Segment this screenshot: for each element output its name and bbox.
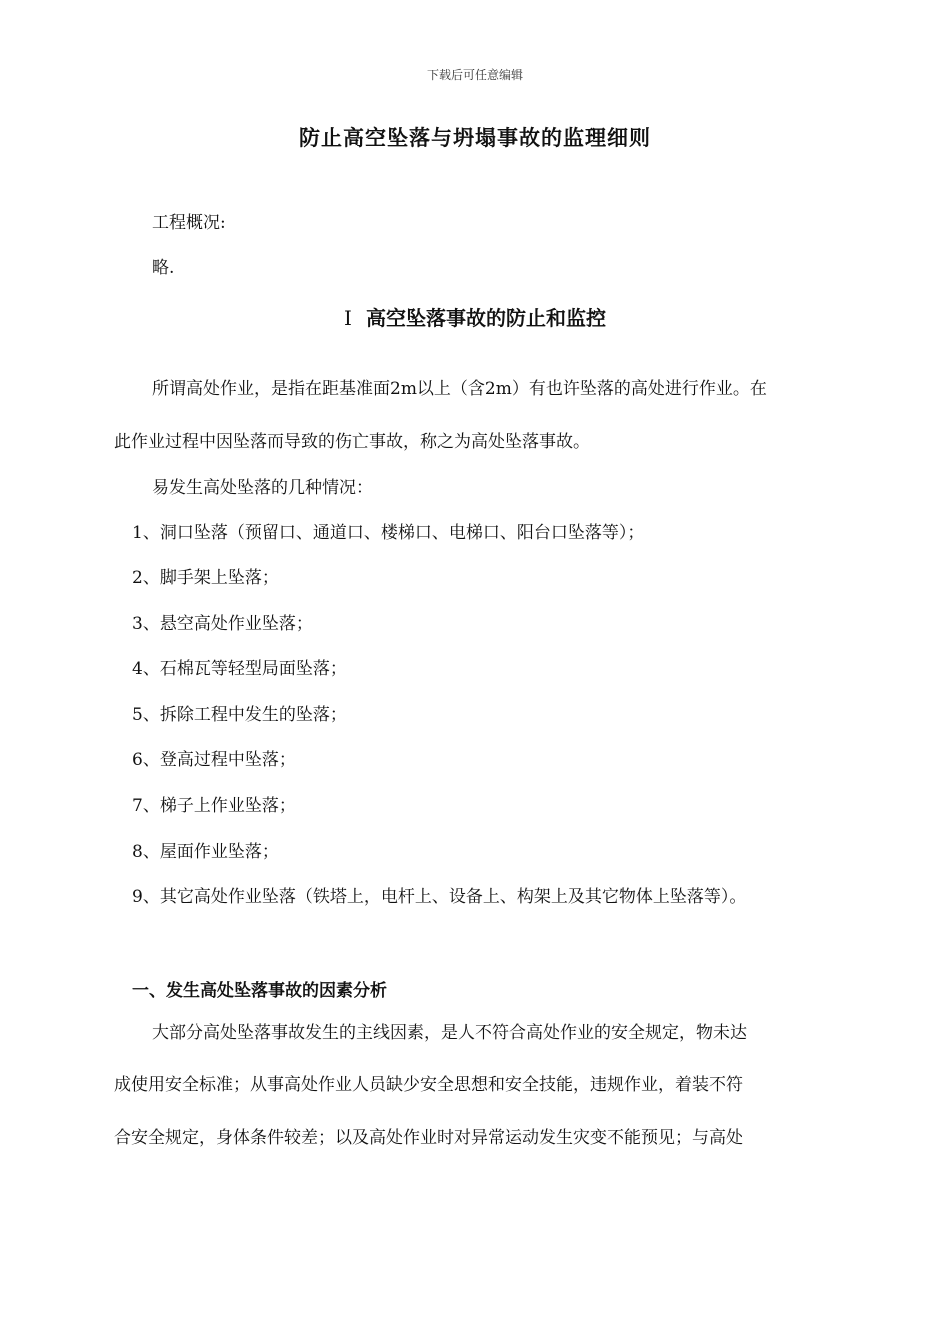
section-heading <box>0 302 950 331</box>
list-item: 8、屋面作业坠落； <box>132 842 279 862</box>
section-number: Ⅰ <box>344 306 352 330</box>
list-item: 9、其它高处作业坠落（铁塔上，电杆上、设备上、构架上及其它物体上坠落等）。 <box>132 887 747 907</box>
list-item: 1、洞口坠落（预留口、通道口、楼梯口、电梯口、阳台口坠落等）； <box>132 523 645 543</box>
definition-line-2: 此作业过程中因坠落而导致的伤亡事故，称之为高处坠落事故。 <box>114 432 590 452</box>
subsection-heading: 一、发生高处坠落事故的因素分析 <box>132 981 387 1001</box>
document-title: 防止高空坠落与坍塌事故的监理细则 <box>299 126 651 150</box>
list-item: 7、梯子上作业坠落； <box>132 796 296 816</box>
analysis-line-3: 合安全规定，身体条件较差；以及高处作业时对异常运动发生灾变不能预见；与高处 <box>114 1128 743 1148</box>
analysis-line-1: 大部分高处坠落事故发生的主线因素，是人不符合高处作业的安全规定，物未达 <box>152 1023 747 1043</box>
header-note: 下载后可任意编辑 <box>426 68 523 82</box>
overview-content: 略. <box>152 258 175 278</box>
situations-intro: 易发生高处坠落的几种情况： <box>152 478 373 498</box>
analysis-line-2: 成使用安全标准；从事高处作业人员缺少安全思想和安全技能，违规作业，着装不符 <box>114 1075 743 1095</box>
overview-label: 工程概况: <box>152 213 226 233</box>
list-item: 2、脚手架上坠落； <box>132 568 279 588</box>
definition-line-1: 所谓高处作业，是指在距基准面2m以上（含2m）有也许坠落的高处进行作业。在 <box>152 379 767 399</box>
list-item: 6、登高过程中坠落； <box>132 750 296 770</box>
list-item: 5、拆除工程中发生的坠落； <box>132 705 347 725</box>
section-title-text: 高空坠落事故的防止和监控 <box>365 306 606 330</box>
list-item: 3、悬空高处作业坠落； <box>132 614 313 634</box>
list-item: 4、石棉瓦等轻型局面坠落； <box>132 659 347 679</box>
